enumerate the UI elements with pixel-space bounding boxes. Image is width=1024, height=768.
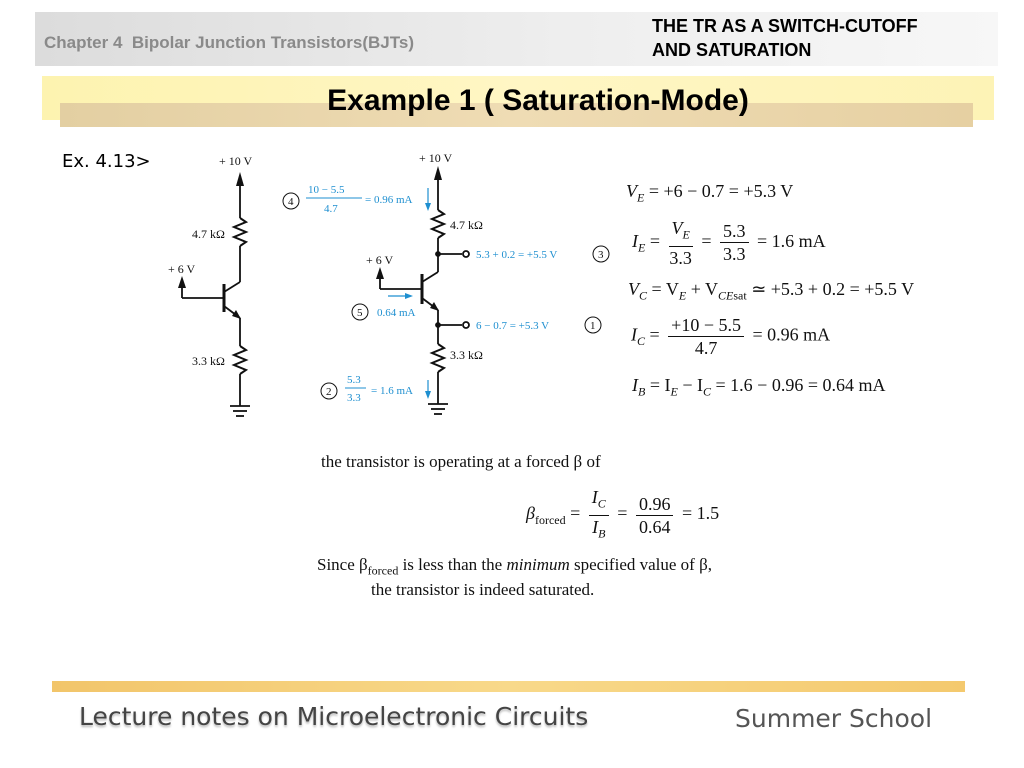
equation-vc-part1: = V <box>651 279 679 299</box>
equation-vc: $V_C = V_E + V_{CEsat}$ ≃ +5.3 + 0.2 = +5.5 V <box>628 279 915 303</box>
slide-title: Example 1 ( Saturation-Mode) <box>327 84 749 117</box>
annotations <box>283 184 609 404</box>
right-vb-label: + 6 V <box>366 253 394 267</box>
step-number-4: 4 <box>288 196 294 208</box>
equation-ie-den2: 3.3 <box>723 244 746 265</box>
conclusion-line-1 <box>317 555 712 578</box>
section-title-line-1: THE TR AS A SWITCH-CUTOFF <box>652 16 918 36</box>
forced-beta-intro: the transistor is operating at a forced β of <box>321 452 601 471</box>
conclusion-less: is less than the <box>398 555 507 574</box>
step2-result: = 1.6 mA <box>371 385 413 397</box>
equation-vc-part2: + V <box>690 279 719 299</box>
step1-text: 6 − 0.7 = +5.3 V <box>476 320 550 332</box>
step-number-3: 3 <box>598 249 604 261</box>
equation-ic: $I_C$ = $\frac{+10 - 5.5}{4.7}$ = 0.96 mA <box>631 315 831 358</box>
step-number-1: 1 <box>590 320 596 332</box>
step3-text: 5.3 + 0.2 = +5.5 V <box>476 249 558 261</box>
right-re-label: 3.3 kΩ <box>450 348 483 362</box>
equation-ic-den: 4.7 <box>694 338 718 358</box>
conclusion-line-2: the transistor is indeed saturated. <box>371 580 595 599</box>
equation-vc-part3: ≃ +5.3 + 0.2 = +5.5 V <box>751 279 915 299</box>
step-number-5: 5 <box>357 307 363 319</box>
equation-ve: $V_E = +6 - 0.7 = +5.3$ V <box>626 181 794 205</box>
equation-ib-part1: = I <box>649 375 671 395</box>
section-title-line-2: AND SATURATION <box>652 40 812 60</box>
left-circuit <box>168 154 253 416</box>
right-rc-label: 4.7 kΩ <box>450 218 483 232</box>
left-rc-label: 4.7 kΩ <box>192 227 225 241</box>
conclusion-minimum: minimum <box>506 555 570 574</box>
equation-ie-den: 3.3 <box>669 247 692 268</box>
beta-result: = 1.5 <box>681 503 720 524</box>
example-label: Ex. 4.13> <box>62 151 151 172</box>
right-circuit <box>366 151 483 414</box>
equation-ib-part3: = 1.6 − 0.96 = 0.64 mA <box>715 375 886 395</box>
left-vcc-label: + 10 V <box>219 154 253 168</box>
equation-ie-result: = 1.6 mA <box>757 230 826 251</box>
equation-beta-forced: $\beta_{forced}$ = $\frac{I_C}{I_B}$ = $\frac{0.96}{0.64}$ = 1.5 <box>526 487 720 541</box>
step2-denominator: 3.3 <box>347 392 361 404</box>
equation-ib: $I_B = I_E - I_C = 1.6 - 0.96 = 0.64$ mA <box>632 375 886 399</box>
step2-numerator: 5.3 <box>347 374 361 386</box>
right-vcc-label: + 10 V <box>419 151 453 165</box>
equation-ic-num: +10 − 5.5 <box>668 314 744 337</box>
beta-den: 0.64 <box>638 516 671 537</box>
step5-text: 0.64 mA <box>377 307 416 319</box>
step4-denominator: 4.7 <box>324 203 338 215</box>
step-number-2: 2 <box>326 386 332 398</box>
footer-rule <box>52 681 965 692</box>
beta-num: 0.96 <box>636 493 674 516</box>
equation-ie-num2: 5.3 <box>720 220 749 243</box>
step4-result: = 0.96 mA <box>365 194 413 206</box>
equation-ie-num: V <box>671 218 683 238</box>
left-vb-label: + 6 V <box>168 262 196 276</box>
left-re-label: 3.3 kΩ <box>192 354 225 368</box>
equation-ic-result: = 0.96 mA <box>752 324 831 345</box>
equation-ie: $I_E$ = $\frac{V_E}{3.3}$ = $\frac{5.3}{3.3}$ = 1.6 mA <box>632 218 826 268</box>
equation-ve-rhs: = +6 − 0.7 = +5.3 V <box>648 181 794 201</box>
conclusion-specified: specified value of β, <box>569 555 712 574</box>
conclusion-forced-sub: forced <box>367 563 399 578</box>
footer-school: Summer School <box>735 704 933 733</box>
chapter-title: Chapter 4 Bipolar Junction Transistors(BJTs) <box>44 33 414 52</box>
step4-numerator: 10 − 5.5 <box>308 184 345 196</box>
conclusion-since: Since β <box>317 555 368 574</box>
footer-course-title: Lecture notes on Microelectronic Circuits <box>79 702 589 731</box>
equation-ib-part2: − I <box>682 375 703 395</box>
